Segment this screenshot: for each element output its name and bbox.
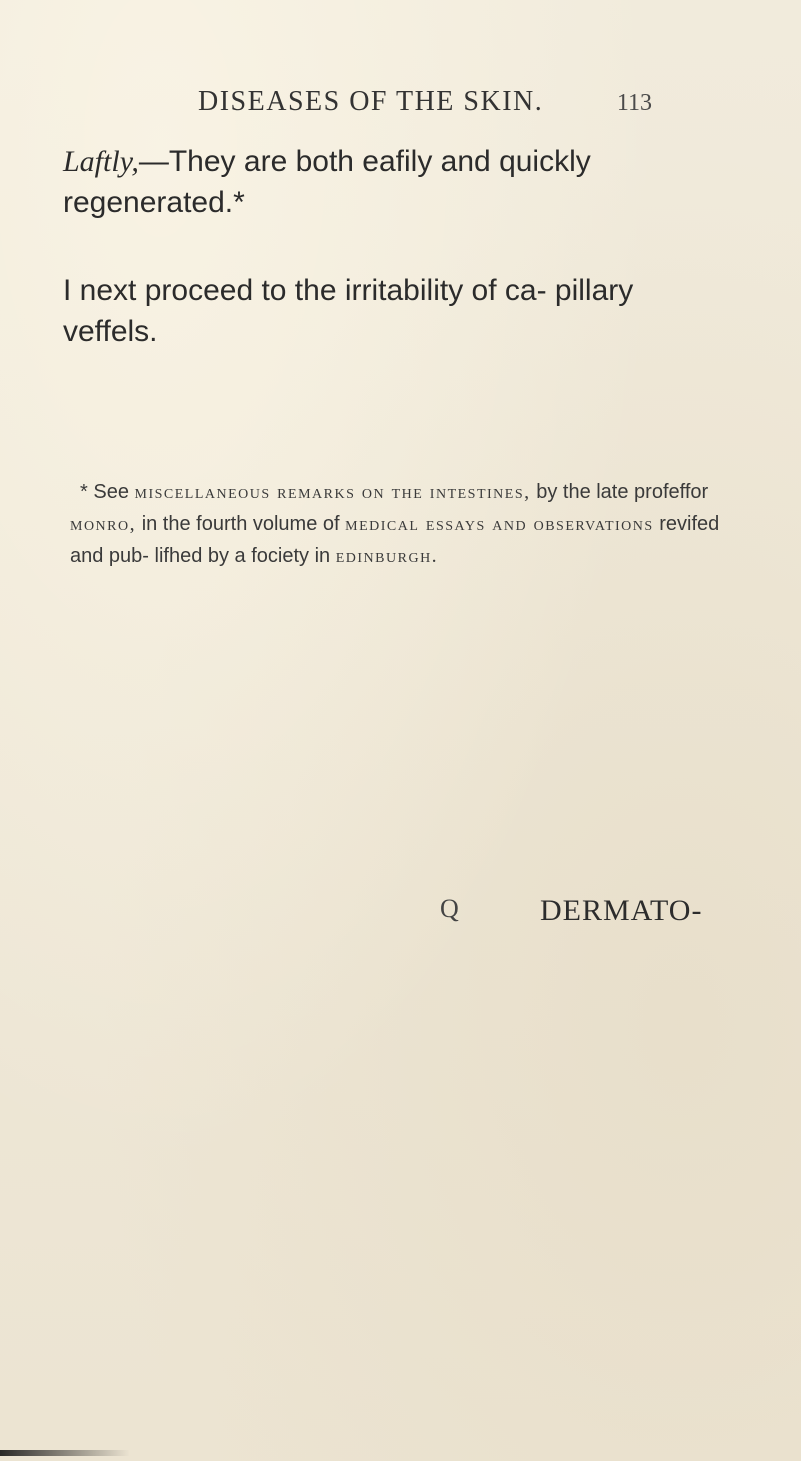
paragraph-lastly xyxy=(63,141,723,223)
italic-lead-word: Laftly, xyxy=(63,145,139,178)
footnote-text-3: revifed and pub- lifhed by a fociety in xyxy=(70,513,720,567)
page-number: 113 xyxy=(616,90,652,116)
running-head-title: DISEASES OF THE SKIN. xyxy=(198,86,544,117)
paragraph-irritability: I next proceed to the irritability of ca- pillary veffels. xyxy=(63,274,634,348)
footnote-text-2: in the fourth volume of xyxy=(141,513,340,535)
page-edge-shadow xyxy=(0,1450,130,1456)
running-head xyxy=(198,86,658,126)
footnote xyxy=(70,476,720,572)
signature-mark: Q xyxy=(440,894,459,923)
paragraph-lastly-text: —They are both eafily and quickly regenerated.* xyxy=(63,145,591,219)
footnote-place: edinburgh. xyxy=(335,545,439,567)
footnote-work-title: miscellaneous remarks on the intestines, xyxy=(134,481,531,503)
footnote-author: monro, xyxy=(70,513,137,535)
catchword: DERMATO- xyxy=(540,894,703,927)
footnote-see: See xyxy=(93,481,129,503)
footnote-marker: * xyxy=(80,481,88,503)
footnote-collection: medical essays and observations xyxy=(345,513,654,535)
footnote-text-1: by the late profeffor xyxy=(536,481,709,503)
page-footer xyxy=(440,894,703,934)
